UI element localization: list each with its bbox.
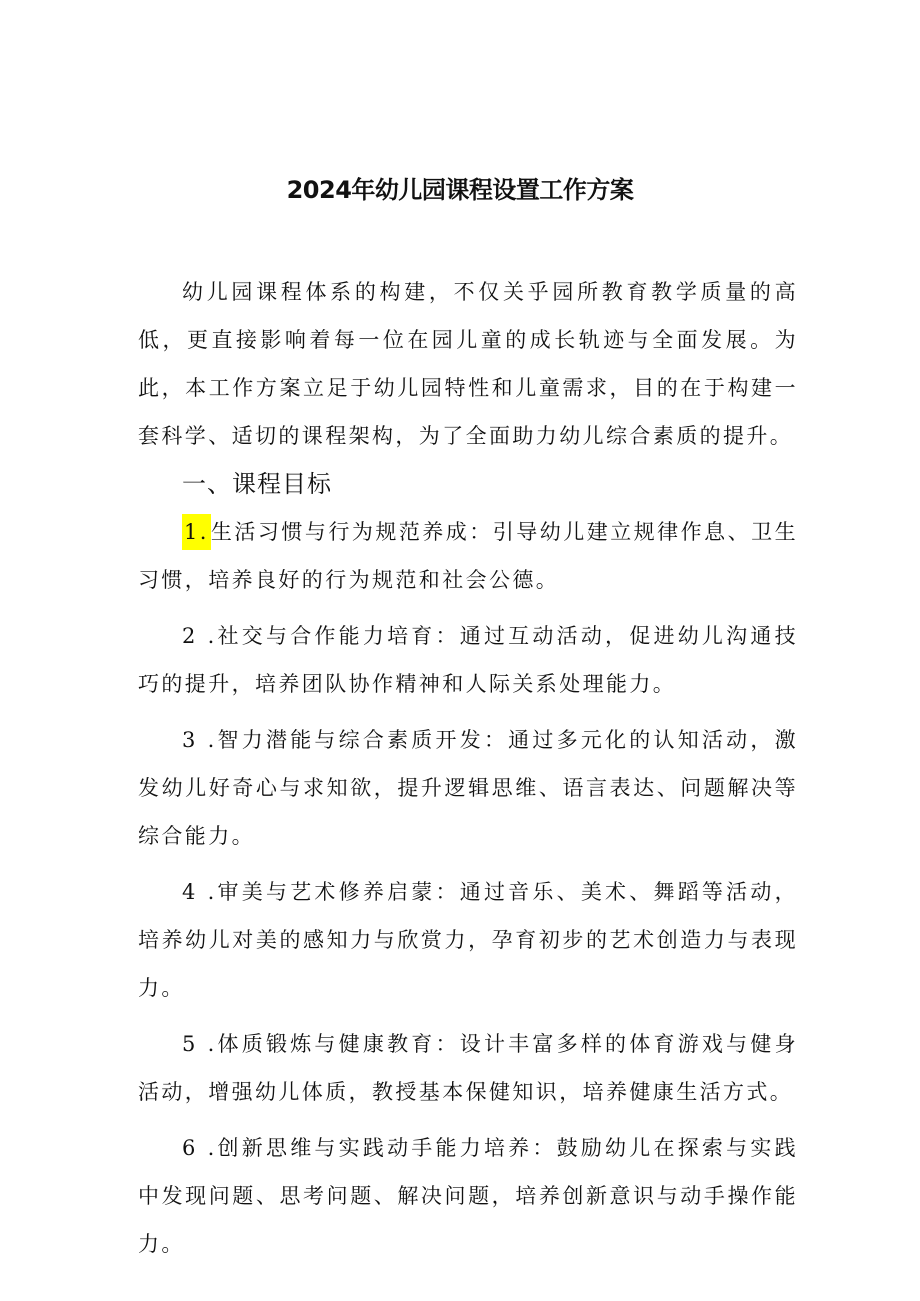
item-text: 社交与合作能力培育：通过互动活动，促进幼儿沟通技巧的提升，培养团队协作精神和人际关系处理能力。 — [138, 624, 798, 696]
goal-item-5 — [138, 1020, 798, 1116]
section-heading-goals: 一、课程目标 — [182, 470, 332, 498]
goal-item-3 — [138, 716, 798, 860]
item-number: 4 . — [182, 880, 217, 904]
goal-item-4 — [138, 868, 798, 1012]
document-title: 2024年幼儿园课程设置工作方案 — [286, 176, 634, 204]
intro-paragraph: 幼儿园课程体系的构建，不仅关乎园所教育教学质量的高低，更直接影响着每一位在园儿童的成长轨迹与全面发展。为此，本工作方案立足于幼儿园特性和儿童需求，目的在于构建一套科学、适切的课程架构，为了全面助力幼儿综合素质的提升。 — [138, 280, 798, 448]
item-text: 体质锻炼与健康教育：设计丰富多样的体育游戏与健身活动，增强幼儿体质，教授基本保健知识，培养健康生活方式。 — [138, 1032, 798, 1104]
item-number: 3 . — [182, 728, 217, 752]
goal-item-6 — [138, 1124, 798, 1268]
item-text: 智力潜能与综合素质开发：通过多元化的认知活动，激发幼儿好奇心与求知欲，提升逻辑思维、语言表达、问题解决等综合能力。 — [138, 728, 798, 848]
item-text: 创新思维与实践动手能力培养：鼓励幼儿在探索与实践中发现问题、思考问题、解决问题，培养创新意识与动手操作能力。 — [138, 1136, 798, 1256]
item-text: 生活习惯与行为规范养成：引导幼儿建立规律作息、卫生习惯，培养良好的行为规范和社会公德。 — [138, 520, 798, 592]
item-number: 6 . — [182, 1136, 217, 1160]
item-text: 审美与艺术修养启蒙：通过音乐、美术、舞蹈等活动，培养幼儿对美的感知力与欣赏力，孕育初步的艺术创造力与表现力。 — [138, 880, 798, 1000]
goal-item-2 — [138, 612, 798, 708]
document-body — [138, 268, 798, 1268]
item-number: 5 . — [182, 1032, 217, 1056]
item-number: 2 . — [182, 624, 217, 648]
item-number: 1. — [182, 514, 211, 550]
goal-item-1 — [138, 508, 798, 604]
